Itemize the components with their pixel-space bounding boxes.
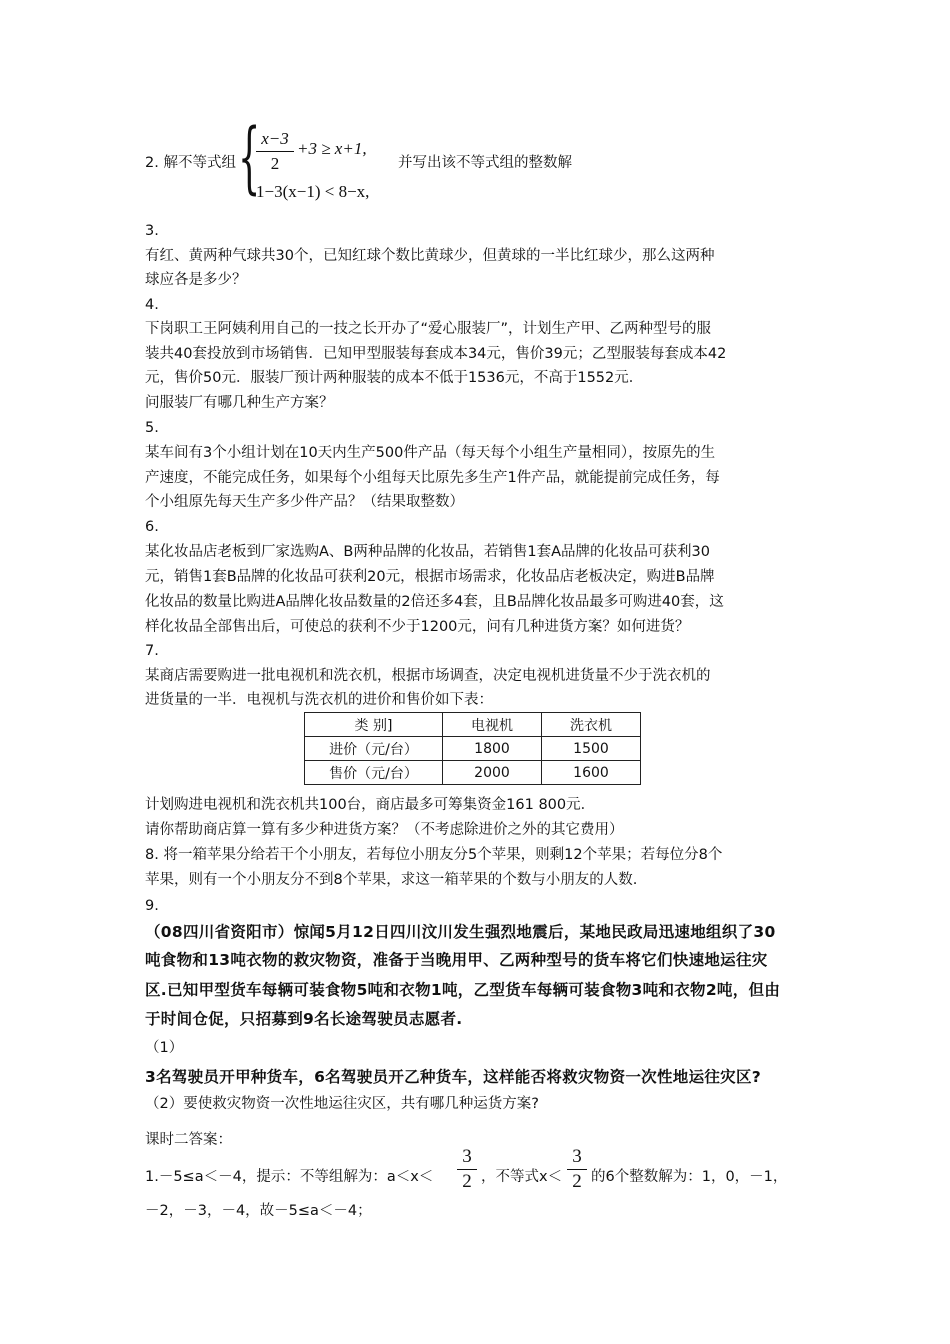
q6-text-line: 某化妆品店老板到厂家选购A、B两种品牌的化妆品，若销售1套A品牌的化妆品可获利30 <box>145 544 710 560</box>
table-cell: 1500 <box>542 737 641 761</box>
fraction-numerator: 3 <box>572 1146 582 1167</box>
table-row <box>305 761 641 785</box>
q5-text-line: 个小组原先每天生产多少件产品？（结果取整数） <box>145 494 464 510</box>
fraction-denominator: 2 <box>572 1171 582 1192</box>
brace-icon: { <box>238 113 261 203</box>
q3-text-line: 球应各是多少？ <box>145 272 247 288</box>
q9-text-line: 区.已知甲型货车每辆可装食物5吨和衣物1吨，乙型货车每辆可装食物3吨和衣物2吨，但由 <box>145 981 781 999</box>
answer-1-part-3: 的6个整数解为：1，0，－1， <box>591 1169 788 1185</box>
fraction-bar <box>567 1169 587 1170</box>
q5-text-line: 某车间有3个小组计划在10天内生产500件产品（每天每个小组生产量相同），按原先的生 <box>145 445 716 461</box>
answer-1-fraction <box>457 1146 477 1193</box>
table-cell: 1800 <box>443 737 542 761</box>
q2-suffix: 并写出该不等式组的整数解 <box>398 155 572 171</box>
q4-text-line: 问服装厂有哪几种生产方案？ <box>145 395 334 411</box>
q4-text-line: 装共40套投放到市场销售．已知甲型服装每套成本34元，售价39元；乙型服装每套成本42 <box>145 346 727 362</box>
q9-text-line: （08四川省资阳市）惊闻5月12日四川汶川发生强烈地震后，某地民政局迅速地组织了30 <box>145 923 776 941</box>
q2-inequality-2: 1−3(x−1) < 8−x, <box>256 182 370 201</box>
q2-prefix: 2. 解不等式组 <box>145 155 236 171</box>
q6-text-line: 化妆品的数量比购进A品牌化妆品数量的2倍还多4套，且B品牌化妆品最多可购进40套，这 <box>145 594 724 610</box>
q5-text-line: 产速度，不能完成任务，如果每个小组每天比原先多生产1件产品，就能提前完成任务，每 <box>145 470 720 486</box>
q5-number: 5. <box>145 420 159 436</box>
q9-text-line: 3名驾驶员开甲种货车，6名驾驶员开乙种货车，这样能否将救灾物资一次性地运往灾区? <box>145 1068 762 1086</box>
q7-text-line: 某商店需要购进一批电视机和洗衣机，根据市场调查，决定电视机进货量不少于洗衣机的 <box>145 668 711 684</box>
q9-text-line: 吨食物和13吨衣物的救灾物资，准备于当晚用甲、乙两种型号的货车将它们快速地运往灾 <box>145 951 768 969</box>
q7-text-line: 计划购进电视机和洗衣机共100台，商店最多可筹集资金161 800元． <box>145 797 596 813</box>
q9-number: 9. <box>145 898 159 914</box>
answer-1-part-1: 1.－5≤a＜－4，提示：不等组解为：a＜x＜ <box>145 1169 434 1185</box>
table-cell: 售价（元/台） <box>305 761 443 785</box>
q6-number: 6. <box>145 519 159 535</box>
fraction-bar <box>256 151 294 152</box>
table-header-cell: 电视机 <box>443 713 542 737</box>
q2-fraction <box>256 128 294 175</box>
fraction-denominator: 2 <box>462 1171 472 1192</box>
q4-text-line: 下岗职工王阿姨利用自己的一技之长开办了“爱心服装厂”，计划生产甲、乙两种型号的服 <box>145 321 712 337</box>
fraction-bar <box>457 1169 477 1170</box>
q2-inequality-1-rest: +3 ≥ x+1, <box>297 139 367 158</box>
fraction-numerator: 3 <box>462 1146 472 1167</box>
q9-part-1-label: （1） <box>145 1040 184 1056</box>
q3-text-line: 有红、黄两种气球共30个，已知红球个数比黄球少，但黄球的一半比红球少，那么这两种 <box>145 248 715 264</box>
table-cell: 进价（元/台） <box>305 737 443 761</box>
q3-number: 3. <box>145 223 159 239</box>
table-header-row <box>305 713 641 737</box>
answer-heading: 课时二答案： <box>145 1132 232 1148</box>
fraction-numerator: x−3 <box>261 129 289 148</box>
q7-text-line: 请你帮助商店算一算有多少种进货方案？（不考虑除进价之外的其它费用） <box>145 822 624 838</box>
q8-text-line: 8. 将一箱苹果分给若干个小朋友，若每位小朋友分5个苹果，则剩12个苹果；若每位分8个 <box>145 847 723 863</box>
q7-number: 7. <box>145 643 159 659</box>
q6-text-line: 元，销售1套B品牌的化妆品可获利20元，根据市场需求，化妆品店老板决定，购进B品牌 <box>145 569 715 585</box>
answer-1-fraction <box>567 1146 587 1193</box>
table-cell: 2000 <box>443 761 542 785</box>
price-table <box>304 712 641 785</box>
q8-text-line: 苹果，则有一个小朋友分不到8个苹果，求这一箱苹果的个数与小朋友的人数. <box>145 872 638 888</box>
q6-text-line: 样化妆品全部售出后，可使总的获利不少于1200元，问有几种进货方案？如何进货？ <box>145 619 690 635</box>
table-row <box>305 737 641 761</box>
answer-1-continuation: －2，－3，－4，故－5≤a＜－4； <box>145 1203 372 1219</box>
table-header-cell: 类 别] <box>305 713 443 737</box>
table-header-cell: 洗衣机 <box>542 713 641 737</box>
answer-1-part-2: ，不等式x＜ <box>481 1169 563 1185</box>
q9-text-line: 于时间仓促，只招募到9名长途驾驶员志愿者. <box>145 1010 463 1028</box>
q7-text-line: 进货量的一半．电视机与洗衣机的进价和售价如下表： <box>145 692 493 708</box>
fraction-denominator: 2 <box>270 154 280 173</box>
table-cell: 1600 <box>542 761 641 785</box>
q4-number: 4. <box>145 297 159 313</box>
q4-text-line: 元，售价50元．服装厂预计两种服装的成本不低于1536元，不高于1552元． <box>145 370 644 386</box>
q9-part-2: （2）要使救灾物资一次性地运往灾区，共有哪几种运货方案? <box>145 1096 539 1112</box>
